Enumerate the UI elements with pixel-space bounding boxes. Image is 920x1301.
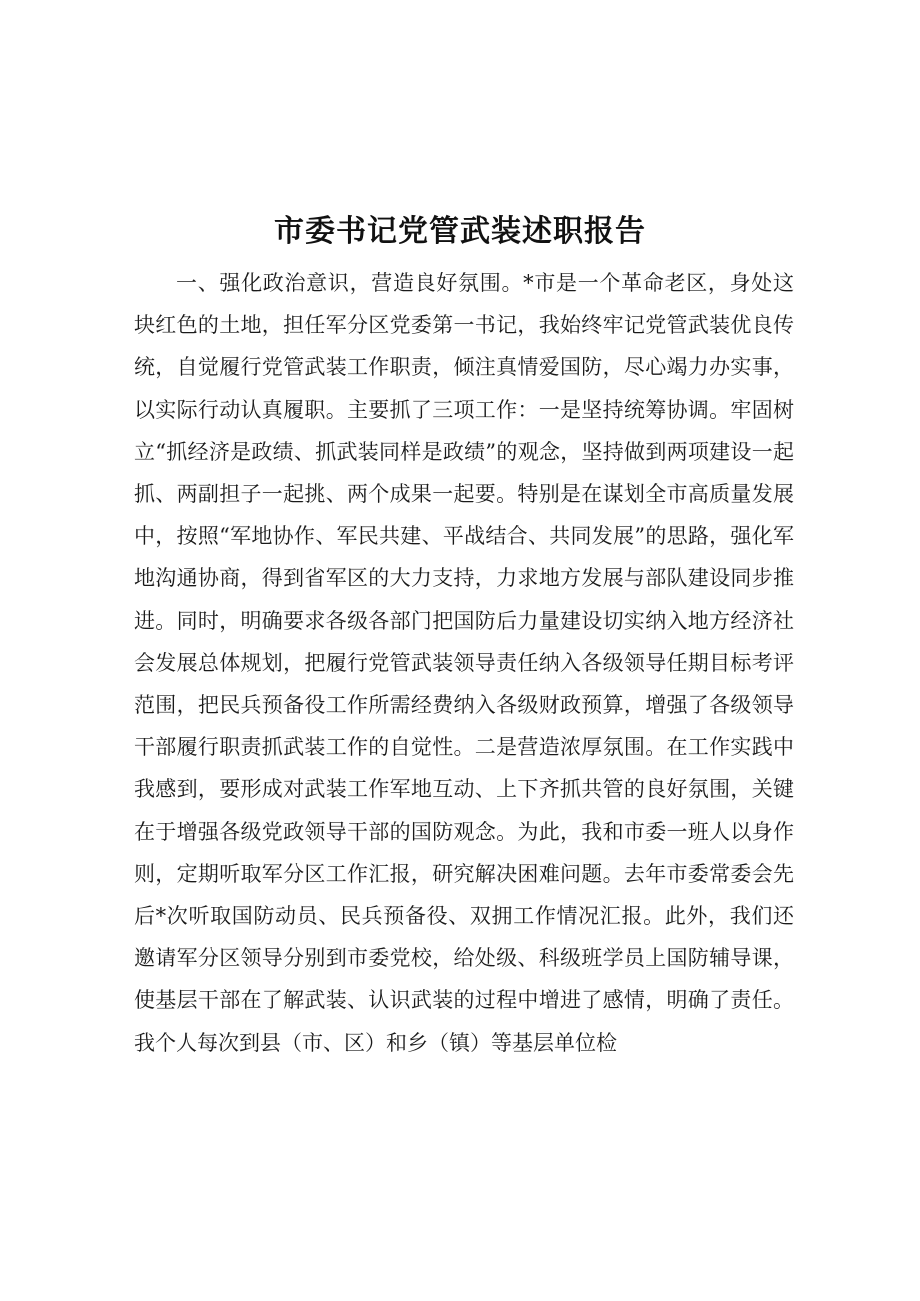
body-paragraph: 一、强化政治意识，营造良好氛围。*市是一个革命老区，身处这块红色的土地，担任军分区党委第一书记，我始终牢记党管武装优良传统，自觉履行党管武装工作职责，倾注真情爱国防，尽心竭力办实事，以实际行动认真履职。主要抓了三项工作：一是坚持统筹协调。牢固树立“抓经济是政绩、抓武装同样是政绩”的观念，坚持做到两项建设一起抓、两副担子一起挑、两个成果一起要。特别是在谋划全市高质量发展中，按照“军地协作、军民共建、平战结合、共同发展”的思路，强化军地沟通协商，得到省军区的大力支持，力求地方发展与部队建设同步推进。同时，明确要求各级各部门把国防后力量建设切实纳入地方经济社会发展总体规划，把履行党管武装领导责任纳入各级领导任期目标考评范围，把民兵预备役工作所需经费纳入各级财政预算，增强了各级领导干部履行职责抓武装工作的自觉性。二是营造浓厚氛围。在工作实践中我感到，要形成对武装工作军地互动、上下齐抓共管的良好氛围，关键在于增强各级党政领导干部的国防观念。为此，我和市委一班人以身作则，定期听取军分区工作汇报，研究解决困难问题。去年市委常委会先后*次听取国防动员、民兵预备役、双拥工作情况汇报。此外，我们还邀请军分区领导分别到市委党校，给处级、科级班学员上国防辅导课，使基层干部在了解武装、认识武装的过程中增进了感情，明确了责任。我个人每次到县（市、区）和乡（镇）等基层单位检 (134, 271, 794, 1055)
document-title: 市委书记党管武装述职报告 (274, 214, 646, 249)
